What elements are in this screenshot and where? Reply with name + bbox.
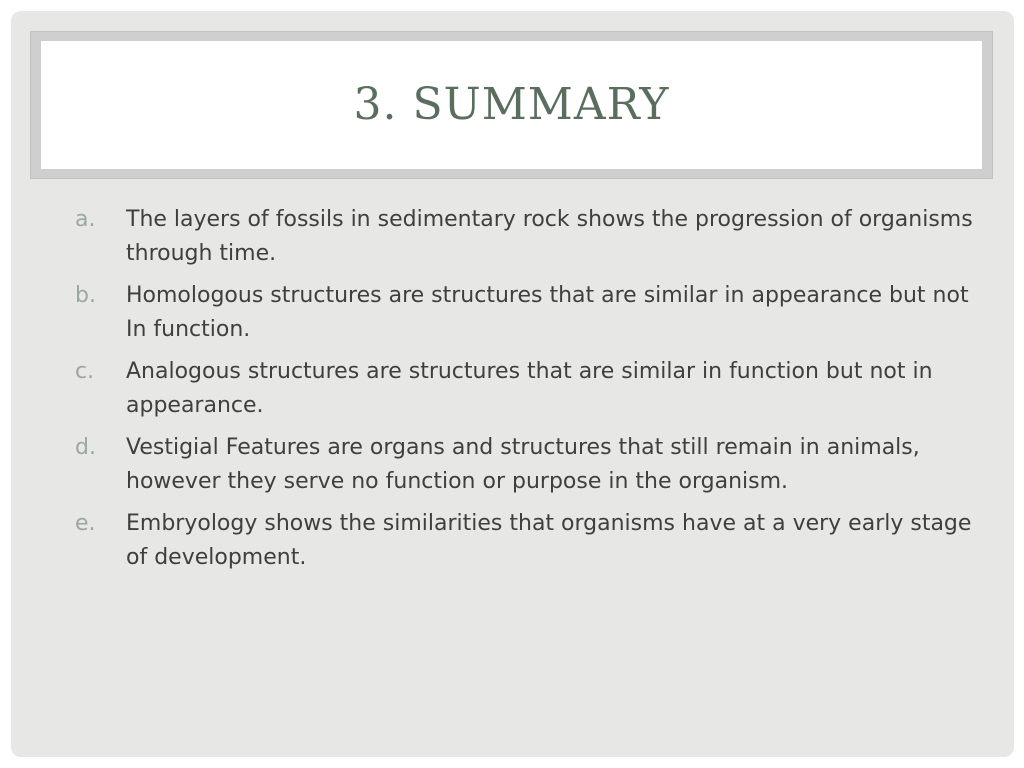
list-marker: a. [75, 207, 96, 232]
list-marker: b. [75, 283, 96, 308]
summary-list [75, 203, 975, 583]
list-item [75, 431, 975, 499]
list-item [75, 507, 975, 575]
slide-title: 3. SUMMARY [353, 79, 670, 130]
list-marker: e. [75, 511, 96, 536]
list-item-text: Vestigial Features are organs and structures that still remain in animals, however they serve no function or purpose in the organism. [126, 435, 920, 494]
list-item [75, 203, 975, 271]
title-box [41, 41, 982, 169]
list-item [75, 279, 975, 347]
list-item-text: The layers of fossils in sedimentary rock shows the progression of organisms through time. [126, 207, 973, 266]
list-marker: c. [75, 359, 95, 384]
list-item-text: Homologous structures are structures that are similar in appearance but not In function. [126, 283, 969, 342]
slide [11, 11, 1014, 757]
list-item [75, 355, 975, 423]
title-frame [30, 31, 993, 179]
list-marker: d. [75, 435, 96, 460]
list-item-text: Embryology shows the similarities that organisms have at a very early stage of development. [126, 511, 972, 570]
list-item-text: Analogous structures are structures that are similar in function but not in appearance. [126, 359, 933, 418]
